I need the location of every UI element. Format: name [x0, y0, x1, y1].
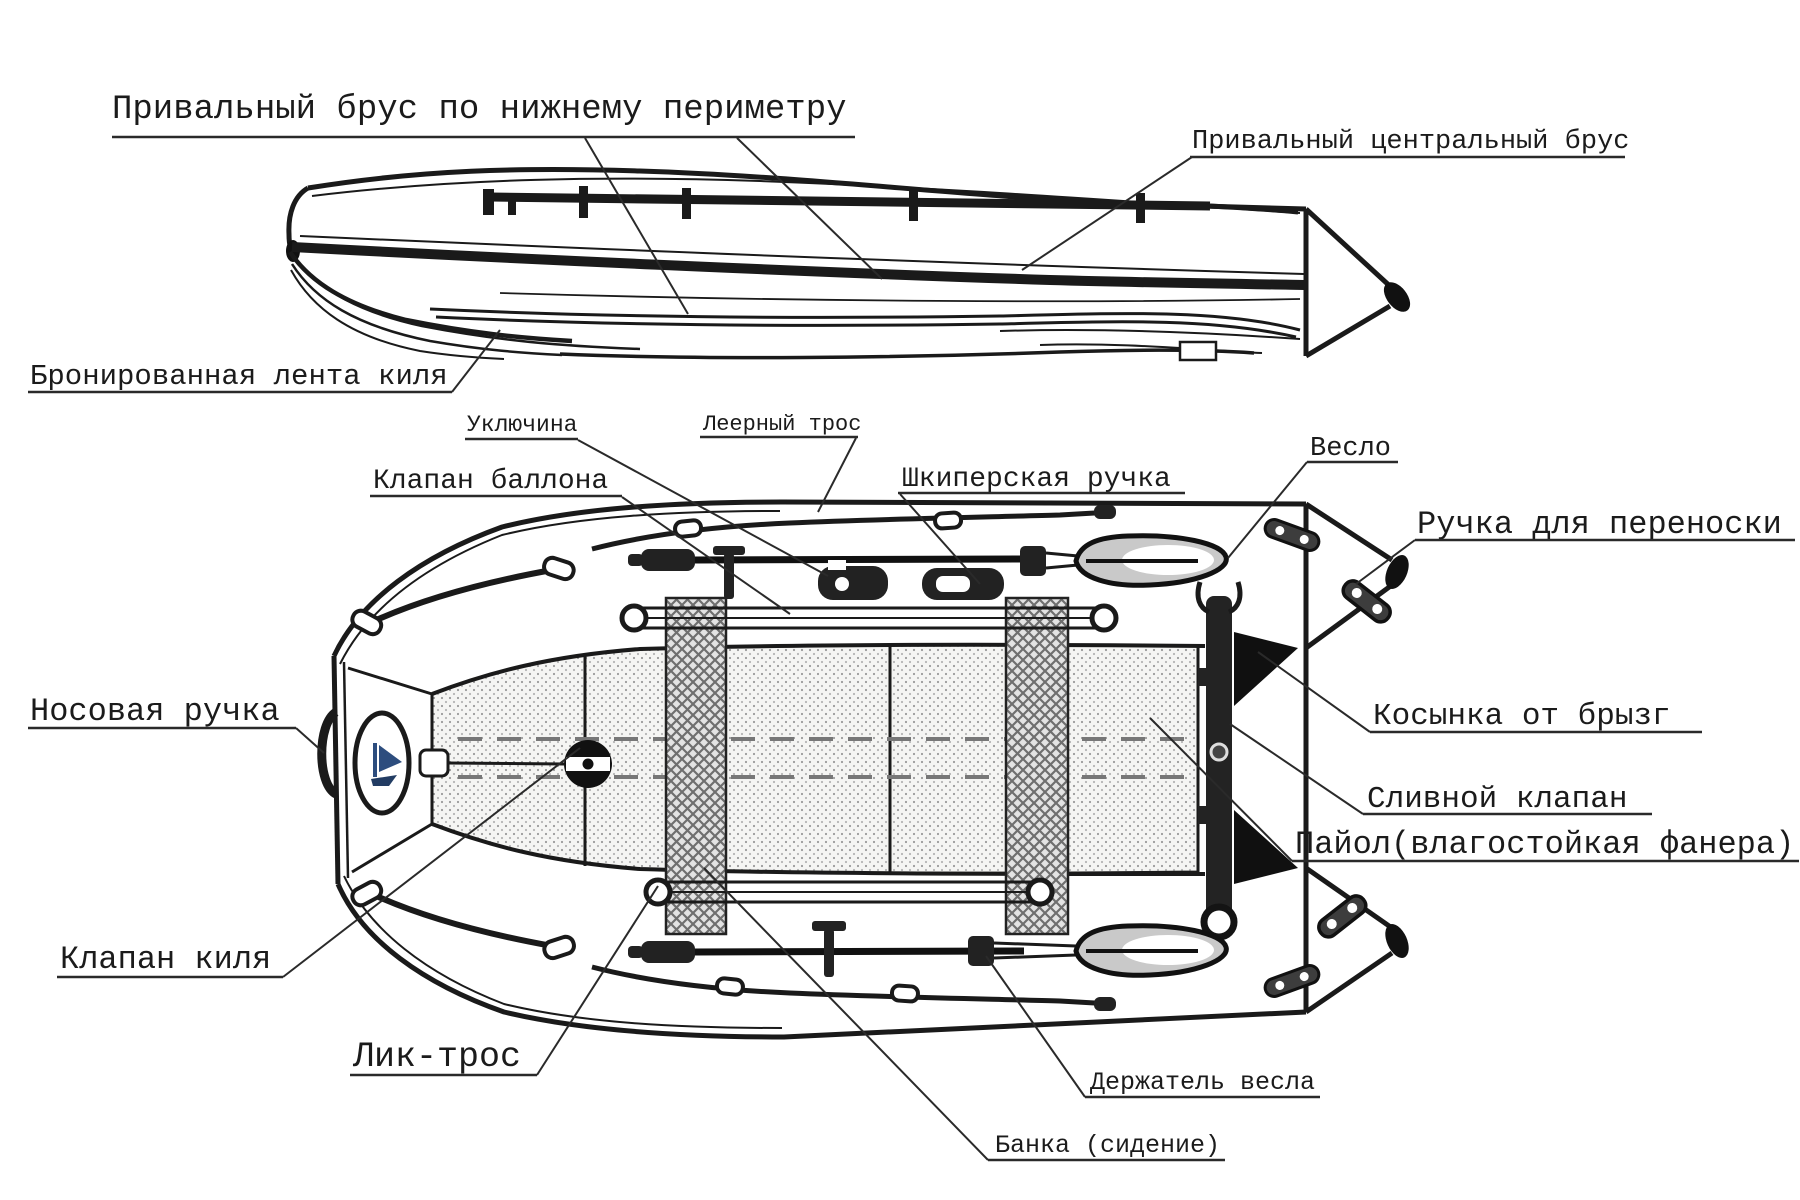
- label-derzhatel: Держатель весла: [1090, 1068, 1316, 1097]
- oar-bottom-pin: [824, 929, 834, 977]
- side-rail-post-c: [682, 188, 691, 219]
- callout-lik: [350, 886, 658, 1077]
- side-central-strake: [292, 247, 1304, 285]
- side-cone-bottom: [1306, 306, 1390, 356]
- oar-top-pin: [724, 553, 734, 599]
- side-rail-end-post: [483, 189, 494, 215]
- oar-top-shaft: [695, 559, 1024, 560]
- keel-line: [448, 763, 564, 764]
- callout-perenoska: [1356, 506, 1795, 584]
- callout-slivnoy: [1230, 724, 1652, 817]
- oar-top: [628, 536, 1226, 600]
- keel-tube-fitting: [420, 750, 448, 776]
- label-privalny-central: Привальный центральный брус: [1192, 127, 1630, 157]
- side-view-drawing: [286, 169, 1415, 360]
- top-bow-face-inner: [344, 662, 348, 878]
- side-rail-post-a: [508, 193, 516, 215]
- side-rail-post-d: [909, 190, 918, 221]
- callout-banka: [704, 868, 1225, 1160]
- bow-grab-handle-top: [350, 556, 576, 637]
- oar-bottom-grip: [641, 941, 695, 963]
- top-bow-wedge-top: [348, 668, 432, 694]
- label-leer: Леерный трос: [703, 412, 862, 437]
- skipper-handle: [922, 568, 1004, 600]
- callout-nos: [28, 693, 324, 753]
- side-rail-post-e: [1136, 193, 1145, 223]
- spray-gusset-top: [1234, 632, 1298, 706]
- drain-valve: [1211, 744, 1227, 760]
- side-mid-line: [500, 293, 1300, 301]
- leer-rope-top: [592, 505, 1116, 549]
- side-keel-line-1: [294, 258, 640, 349]
- keel-valve-center: [583, 759, 594, 770]
- callout-leer: [700, 412, 861, 512]
- side-lower-strake-1: [430, 309, 1300, 330]
- label-kil-klapan: Клапан киля: [60, 941, 272, 978]
- oar-top-collar: [1020, 546, 1046, 576]
- side-rail-bar: [490, 197, 1210, 206]
- label-veslo: Весло: [1310, 434, 1392, 464]
- label-bronya: Бронированная лента киля: [30, 360, 448, 393]
- callout-kosynka: [1258, 652, 1702, 734]
- label-nos: Носовая ручка: [30, 693, 280, 730]
- side-hull-bottom: [560, 350, 1254, 357]
- label-uklyuchina: Уключина: [467, 412, 578, 438]
- label-perenoska: Ручка для переноски: [1417, 506, 1782, 543]
- label-shkiper: Шкиперская ручка: [902, 464, 1171, 495]
- stern-cone-top: [1306, 504, 1413, 648]
- leer-rope-bottom: [592, 967, 1116, 1011]
- side-lower-strake-2: [436, 317, 1296, 337]
- stern-handle-top: [1263, 517, 1322, 553]
- label-slivnoy: Сливной клапан: [1367, 782, 1628, 817]
- callout-bronya: [28, 330, 500, 393]
- top-floor: [432, 645, 1198, 873]
- stern-handle-bottom: [1263, 963, 1322, 999]
- side-rail-post-b: [579, 186, 588, 218]
- callout-privalny-central: [1022, 127, 1629, 270]
- top-bow-face: [334, 656, 338, 884]
- seat-bar-1: [666, 598, 726, 934]
- label-payol: Пайол(влагостойкая фанера): [1295, 826, 1795, 863]
- top-view-drawing: [322, 502, 1414, 1037]
- label-privalny-nizhny: Привальный брус по нижнему периметру: [112, 91, 847, 129]
- label-lik: Лик-трос: [353, 1037, 522, 1077]
- label-banka: Банка (сидение): [995, 1131, 1221, 1160]
- spray-gusset-bottom: [1234, 810, 1298, 884]
- label-klapan-ballona: Клапан баллона: [373, 466, 609, 497]
- side-hull-bottom-line: [1000, 330, 1300, 339]
- oarlock: [818, 560, 888, 600]
- stern-cone-bottom: [1306, 868, 1413, 1012]
- transom: [1198, 582, 1240, 937]
- side-cone-top: [1306, 209, 1392, 288]
- label-kosynka: Косынка от брызг: [1373, 699, 1671, 734]
- top-bow-wedge-bottom: [352, 824, 432, 872]
- side-skeg-patch: [1180, 342, 1216, 360]
- oar-top-grip: [641, 549, 695, 571]
